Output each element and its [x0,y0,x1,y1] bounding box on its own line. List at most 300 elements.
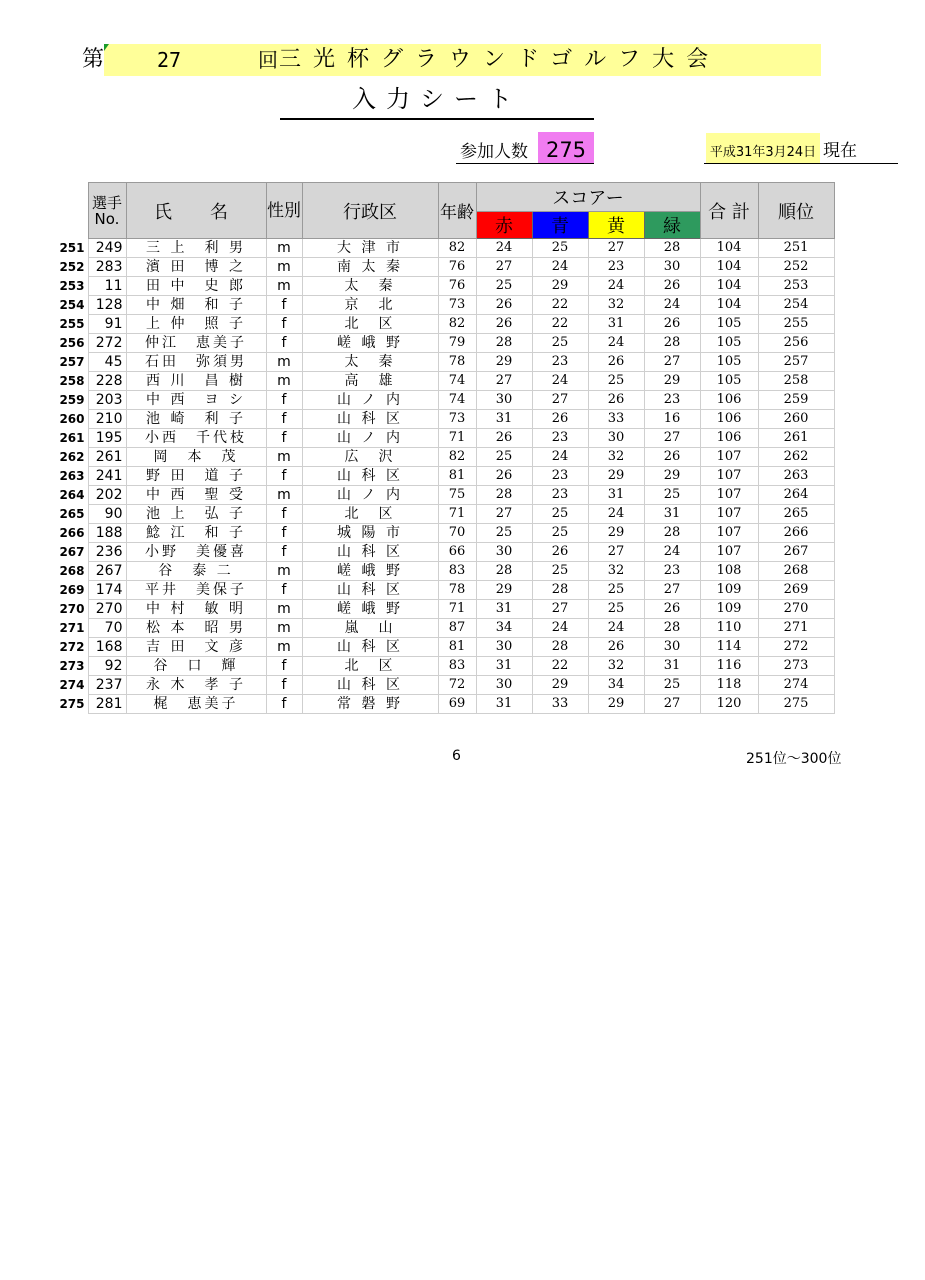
total-cell[interactable]: 105 [700,372,758,391]
score-green-cell[interactable]: 24 [644,543,700,562]
age-cell[interactable]: 70 [438,524,476,543]
total-cell[interactable]: 109 [700,581,758,600]
ward-cell[interactable]: 山 ノ 内 [302,486,438,505]
score-yellow-cell[interactable]: 27 [588,239,644,258]
edition-number[interactable]: 27 [156,48,182,72]
score-blue-cell[interactable]: 28 [532,638,588,657]
player-no-cell[interactable]: 210 [88,410,126,429]
score-red-cell[interactable]: 31 [476,410,532,429]
total-cell[interactable]: 110 [700,619,758,638]
player-name-cell[interactable]: 谷 泰 二 [126,562,266,581]
total-cell[interactable]: 104 [700,277,758,296]
total-cell[interactable]: 107 [700,448,758,467]
sex-cell[interactable]: f [266,315,302,334]
ward-cell[interactable]: 嵯 峨 野 [302,600,438,619]
player-no-cell[interactable]: 241 [88,467,126,486]
age-cell[interactable]: 75 [438,486,476,505]
score-yellow-cell[interactable]: 32 [588,657,644,676]
age-cell[interactable]: 71 [438,600,476,619]
score-green-cell[interactable]: 31 [644,657,700,676]
player-name-cell[interactable]: 中 西 ヨ シ [126,391,266,410]
player-no-cell[interactable]: 128 [88,296,126,315]
score-blue-cell[interactable]: 33 [532,695,588,714]
player-no-cell[interactable]: 202 [88,486,126,505]
age-cell[interactable]: 83 [438,562,476,581]
score-red-cell[interactable]: 27 [476,258,532,277]
sex-cell[interactable]: f [266,505,302,524]
total-cell[interactable]: 107 [700,467,758,486]
player-no-cell[interactable]: 270 [88,600,126,619]
age-cell[interactable]: 72 [438,676,476,695]
rank-cell[interactable]: 271 [758,619,834,638]
score-yellow-cell[interactable]: 30 [588,429,644,448]
player-no-cell[interactable]: 92 [88,657,126,676]
sex-cell[interactable]: f [266,657,302,676]
table-row [56,429,834,448]
total-cell[interactable]: 105 [700,315,758,334]
player-no-cell[interactable]: 261 [88,448,126,467]
sex-cell[interactable]: f [266,543,302,562]
score-yellow-cell[interactable]: 24 [588,334,644,353]
total-cell[interactable]: 116 [700,657,758,676]
player-name-cell[interactable]: 中 畑 和 子 [126,296,266,315]
age-cell[interactable]: 73 [438,296,476,315]
score-blue-cell[interactable]: 25 [532,334,588,353]
rank-cell[interactable]: 272 [758,638,834,657]
score-red-cell[interactable]: 31 [476,695,532,714]
score-yellow-cell[interactable]: 26 [588,391,644,410]
total-cell[interactable]: 105 [700,334,758,353]
player-name-cell[interactable]: 岡 本 茂 [126,448,266,467]
score-red-cell[interactable]: 28 [476,562,532,581]
score-green-cell[interactable]: 30 [644,638,700,657]
total-cell[interactable]: 105 [700,353,758,372]
player-no-cell[interactable]: 267 [88,562,126,581]
score-blue-cell[interactable]: 24 [532,619,588,638]
score-green-cell[interactable]: 28 [644,334,700,353]
sex-cell[interactable]: f [266,296,302,315]
score-green-cell[interactable]: 31 [644,505,700,524]
score-yellow-cell[interactable]: 25 [588,600,644,619]
table-row [56,657,834,676]
player-name-cell[interactable]: 三 上 利 男 [126,239,266,258]
score-blue-cell[interactable]: 27 [532,600,588,619]
score-green-cell[interactable]: 23 [644,562,700,581]
score-red-cell[interactable]: 31 [476,600,532,619]
score-blue-cell[interactable]: 26 [532,543,588,562]
age-cell[interactable]: 71 [438,429,476,448]
ward-cell[interactable]: 嵐 山 [302,619,438,638]
sex-cell[interactable]: m [266,562,302,581]
total-cell[interactable]: 109 [700,600,758,619]
score-green-cell[interactable]: 26 [644,448,700,467]
score-green-cell[interactable]: 25 [644,676,700,695]
ward-cell[interactable]: 常 磐 野 [302,695,438,714]
score-blue-cell[interactable]: 25 [532,505,588,524]
score-yellow-cell[interactable]: 26 [588,353,644,372]
score-yellow-cell[interactable]: 25 [588,372,644,391]
score-red-cell[interactable]: 26 [476,467,532,486]
score-red-cell[interactable]: 31 [476,657,532,676]
score-blue-cell[interactable]: 28 [532,581,588,600]
score-green-cell[interactable]: 27 [644,581,700,600]
score-yellow-cell[interactable]: 29 [588,467,644,486]
sex-cell[interactable]: f [266,676,302,695]
ward-cell[interactable]: 太 秦 [302,353,438,372]
score-red-cell[interactable]: 28 [476,486,532,505]
age-cell[interactable]: 79 [438,334,476,353]
player-no-cell[interactable]: 168 [88,638,126,657]
col-score: スコアー [476,183,700,212]
rank-cell[interactable]: 274 [758,676,834,695]
score-blue-cell[interactable]: 23 [532,486,588,505]
score-green-cell[interactable]: 26 [644,315,700,334]
score-green-cell[interactable]: 29 [644,467,700,486]
player-name-cell[interactable]: 石田 弥須男 [126,353,266,372]
score-yellow-cell[interactable]: 33 [588,410,644,429]
score-green-cell[interactable]: 28 [644,239,700,258]
score-red-cell[interactable]: 30 [476,391,532,410]
ward-cell[interactable]: 山 科 区 [302,676,438,695]
row-position: 262 [59,450,85,464]
rank-cell[interactable]: 266 [758,524,834,543]
sex-cell[interactable]: m [266,239,302,258]
player-name-cell[interactable]: 谷 口 輝 [126,657,266,676]
sex-cell[interactable]: m [266,619,302,638]
player-name-cell[interactable]: 吉 田 文 彦 [126,638,266,657]
sex-cell[interactable]: m [266,448,302,467]
date-underline [704,163,898,164]
ward-cell[interactable]: 広 沢 [302,448,438,467]
date-value[interactable]: 平成31年3月24日 [706,133,820,163]
total-cell[interactable]: 106 [700,391,758,410]
age-cell[interactable]: 78 [438,581,476,600]
rank-cell[interactable]: 270 [758,600,834,619]
score-blue-cell[interactable]: 24 [532,448,588,467]
total-cell[interactable]: 107 [700,543,758,562]
score-yellow-cell[interactable]: 25 [588,581,644,600]
table-row [56,619,834,638]
rank-cell[interactable]: 264 [758,486,834,505]
score-blue-cell[interactable]: 23 [532,353,588,372]
player-name-cell[interactable]: 濱 田 博 之 [126,258,266,277]
rank-cell[interactable]: 268 [758,562,834,581]
score-red-cell[interactable]: 29 [476,581,532,600]
score-green-cell[interactable]: 26 [644,600,700,619]
ward-cell[interactable]: 山 ノ 内 [302,429,438,448]
ward-cell[interactable]: 北 区 [302,505,438,524]
total-cell[interactable]: 107 [700,486,758,505]
sex-cell[interactable]: m [266,372,302,391]
score-red-cell[interactable]: 27 [476,372,532,391]
score-yellow-cell[interactable]: 24 [588,505,644,524]
rank-cell[interactable]: 251 [758,239,834,258]
score-blue-cell[interactable]: 25 [532,524,588,543]
rank-cell[interactable]: 269 [758,581,834,600]
ward-cell[interactable]: 山 科 区 [302,467,438,486]
player-no-cell[interactable]: 11 [88,277,126,296]
player-name-cell[interactable]: 小西 千代枝 [126,429,266,448]
player-name-cell[interactable]: 中 村 敏 明 [126,600,266,619]
player-no-cell[interactable]: 70 [88,619,126,638]
total-cell[interactable]: 107 [700,505,758,524]
ward-cell[interactable]: 太 秦 [302,277,438,296]
player-name-cell[interactable]: 平井 美保子 [126,581,266,600]
table-row [56,315,834,334]
table-row [56,277,834,296]
ward-cell[interactable]: 嵯 峨 野 [302,334,438,353]
table-row [56,562,834,581]
player-name-cell[interactable]: 池 上 弘 子 [126,505,266,524]
age-cell[interactable]: 74 [438,372,476,391]
score-red-cell[interactable]: 26 [476,315,532,334]
score-red-cell[interactable]: 30 [476,676,532,695]
ward-cell[interactable]: 京 北 [302,296,438,315]
score-yellow-cell[interactable]: 29 [588,695,644,714]
score-blue-cell[interactable]: 23 [532,467,588,486]
age-cell[interactable]: 83 [438,657,476,676]
age-cell[interactable]: 71 [438,505,476,524]
total-cell[interactable]: 106 [700,429,758,448]
score-yellow-cell[interactable]: 32 [588,448,644,467]
player-no-cell[interactable]: 91 [88,315,126,334]
score-yellow-cell[interactable]: 26 [588,638,644,657]
rank-cell[interactable]: 260 [758,410,834,429]
score-blue-cell[interactable]: 24 [532,372,588,391]
ward-cell[interactable]: 城 陽 市 [302,524,438,543]
age-cell[interactable]: 82 [438,448,476,467]
sex-cell[interactable]: m [266,258,302,277]
rank-cell[interactable]: 259 [758,391,834,410]
score-green-cell[interactable]: 30 [644,258,700,277]
table-row [56,239,834,258]
player-no-cell[interactable]: 174 [88,581,126,600]
player-name-cell[interactable]: 鯰 江 和 子 [126,524,266,543]
score-blue-cell[interactable]: 25 [532,239,588,258]
score-green-cell[interactable]: 29 [644,372,700,391]
age-cell[interactable]: 82 [438,315,476,334]
age-cell[interactable]: 82 [438,239,476,258]
player-no-cell[interactable]: 228 [88,372,126,391]
ward-cell[interactable]: 北 区 [302,657,438,676]
score-green-cell[interactable]: 23 [644,391,700,410]
age-cell[interactable]: 78 [438,353,476,372]
player-no-cell[interactable]: 90 [88,505,126,524]
player-name-cell[interactable]: 野 田 道 子 [126,467,266,486]
player-name-cell[interactable]: 田 中 史 郎 [126,277,266,296]
player-no-cell[interactable]: 45 [88,353,126,372]
total-cell[interactable]: 107 [700,524,758,543]
score-green-cell[interactable]: 27 [644,429,700,448]
score-blue-cell[interactable]: 27 [532,391,588,410]
age-cell[interactable]: 76 [438,258,476,277]
score-red-cell[interactable]: 30 [476,543,532,562]
score-yellow-cell[interactable]: 32 [588,296,644,315]
total-cell[interactable]: 118 [700,676,758,695]
player-no-cell[interactable]: 272 [88,334,126,353]
player-name-cell[interactable]: 池 崎 利 子 [126,410,266,429]
total-cell[interactable]: 120 [700,695,758,714]
player-name-cell[interactable]: 上 仲 照 子 [126,315,266,334]
sex-cell[interactable]: f [266,467,302,486]
sex-cell[interactable]: m [266,486,302,505]
sex-cell[interactable]: m [266,638,302,657]
score-yellow-cell[interactable]: 34 [588,676,644,695]
table-row [56,505,834,524]
player-name-cell[interactable]: 中 西 聖 受 [126,486,266,505]
ward-cell[interactable]: 山 科 区 [302,543,438,562]
row-position: 269 [59,583,85,597]
age-cell[interactable]: 81 [438,638,476,657]
score-blue-cell[interactable]: 22 [532,657,588,676]
row-position: 268 [59,564,85,578]
rank-cell[interactable]: 256 [758,334,834,353]
sex-cell[interactable]: m [266,353,302,372]
score-green-cell[interactable]: 27 [644,695,700,714]
sex-cell[interactable]: f [266,581,302,600]
player-name-cell[interactable]: 仲江 恵美子 [126,334,266,353]
player-name-cell[interactable]: 小野 美優喜 [126,543,266,562]
ward-cell[interactable]: 山 科 区 [302,581,438,600]
sex-cell[interactable]: f [266,695,302,714]
rank-cell[interactable]: 253 [758,277,834,296]
score-blue-cell[interactable]: 25 [532,562,588,581]
player-name-cell[interactable]: 松 本 昭 男 [126,619,266,638]
score-yellow-cell[interactable]: 24 [588,619,644,638]
score-red-cell[interactable]: 26 [476,429,532,448]
player-no-cell[interactable]: 188 [88,524,126,543]
ward-cell[interactable]: 高 雄 [302,372,438,391]
score-yellow-cell[interactable]: 32 [588,562,644,581]
age-cell[interactable]: 66 [438,543,476,562]
ward-cell[interactable]: 南 太 秦 [302,258,438,277]
rank-cell[interactable]: 257 [758,353,834,372]
sex-cell[interactable]: f [266,429,302,448]
score-red-cell[interactable]: 27 [476,505,532,524]
table-row [56,543,834,562]
score-green-cell[interactable]: 24 [644,296,700,315]
rank-cell[interactable]: 275 [758,695,834,714]
rank-cell[interactable]: 252 [758,258,834,277]
score-red-cell[interactable]: 29 [476,353,532,372]
sex-cell[interactable]: m [266,600,302,619]
score-red-cell[interactable]: 34 [476,619,532,638]
rank-cell[interactable]: 261 [758,429,834,448]
score-red-cell[interactable]: 25 [476,448,532,467]
player-no-cell[interactable]: 281 [88,695,126,714]
score-red-cell[interactable]: 25 [476,524,532,543]
ward-cell[interactable]: 大 津 市 [302,239,438,258]
rank-cell[interactable]: 265 [758,505,834,524]
participants-count[interactable]: 275 [538,132,594,164]
ward-cell[interactable]: 北 区 [302,315,438,334]
sex-cell[interactable]: f [266,391,302,410]
score-red-cell[interactable]: 28 [476,334,532,353]
total-cell[interactable]: 108 [700,562,758,581]
rank-cell[interactable]: 254 [758,296,834,315]
score-blue-cell[interactable]: 23 [532,429,588,448]
score-red-cell[interactable]: 25 [476,277,532,296]
score-blue-cell[interactable]: 22 [532,296,588,315]
score-yellow-cell[interactable]: 31 [588,315,644,334]
sex-cell[interactable]: f [266,410,302,429]
table-row [56,372,834,391]
score-green-cell[interactable]: 28 [644,619,700,638]
score-green-cell[interactable]: 27 [644,353,700,372]
total-cell[interactable]: 104 [700,239,758,258]
rank-cell[interactable]: 255 [758,315,834,334]
score-blue-cell[interactable]: 26 [532,410,588,429]
page-title: 入力シート [280,84,594,120]
rank-cell[interactable]: 267 [758,543,834,562]
age-cell[interactable]: 73 [438,410,476,429]
ward-cell[interactable]: 山 ノ 内 [302,391,438,410]
total-cell[interactable]: 106 [700,410,758,429]
rank-cell[interactable]: 262 [758,448,834,467]
age-cell[interactable]: 81 [438,467,476,486]
score-green-cell[interactable]: 16 [644,410,700,429]
player-name-cell[interactable]: 西 川 昌 樹 [126,372,266,391]
player-no-cell[interactable]: 283 [88,258,126,277]
sex-cell[interactable]: m [266,277,302,296]
score-blue-cell[interactable]: 24 [532,258,588,277]
ward-cell[interactable]: 山 科 区 [302,410,438,429]
date-suffix: 現在 [823,141,857,161]
player-name-cell[interactable]: 永 木 孝 子 [126,676,266,695]
row-position: 265 [59,507,85,521]
rank-cell[interactable]: 263 [758,467,834,486]
score-red-cell[interactable]: 30 [476,638,532,657]
col-sex: 性別 [266,183,302,239]
player-no-cell[interactable]: 236 [88,543,126,562]
score-yellow-cell[interactable]: 31 [588,486,644,505]
score-yellow-cell[interactable]: 29 [588,524,644,543]
score-yellow-cell[interactable]: 23 [588,258,644,277]
player-name-cell[interactable]: 梶 恵美子 [126,695,266,714]
score-green-cell[interactable]: 26 [644,277,700,296]
score-yellow-cell[interactable]: 24 [588,277,644,296]
title-row [82,44,822,76]
total-cell[interactable]: 114 [700,638,758,657]
score-blue-cell[interactable]: 29 [532,277,588,296]
row-position: 267 [59,545,85,559]
score-green-cell[interactable]: 25 [644,486,700,505]
score-blue-cell[interactable]: 29 [532,676,588,695]
player-no-cell[interactable]: 237 [88,676,126,695]
col-score-red: 赤 [476,212,532,239]
rank-cell[interactable]: 273 [758,657,834,676]
age-cell[interactable]: 87 [438,619,476,638]
player-no-cell[interactable]: 203 [88,391,126,410]
score-blue-cell[interactable]: 22 [532,315,588,334]
score-red-cell[interactable]: 24 [476,239,532,258]
score-red-cell[interactable]: 26 [476,296,532,315]
total-cell[interactable]: 104 [700,258,758,277]
rank-cell[interactable]: 258 [758,372,834,391]
age-cell[interactable]: 74 [438,391,476,410]
score-yellow-cell[interactable]: 27 [588,543,644,562]
ward-cell[interactable]: 嵯 峨 野 [302,562,438,581]
age-cell[interactable]: 69 [438,695,476,714]
player-no-cell[interactable]: 195 [88,429,126,448]
age-cell[interactable]: 76 [438,277,476,296]
sex-cell[interactable]: f [266,524,302,543]
total-cell[interactable]: 104 [700,296,758,315]
score-green-cell[interactable]: 28 [644,524,700,543]
ward-cell[interactable]: 山 科 区 [302,638,438,657]
player-no-cell[interactable]: 249 [88,239,126,258]
sex-cell[interactable]: f [266,334,302,353]
